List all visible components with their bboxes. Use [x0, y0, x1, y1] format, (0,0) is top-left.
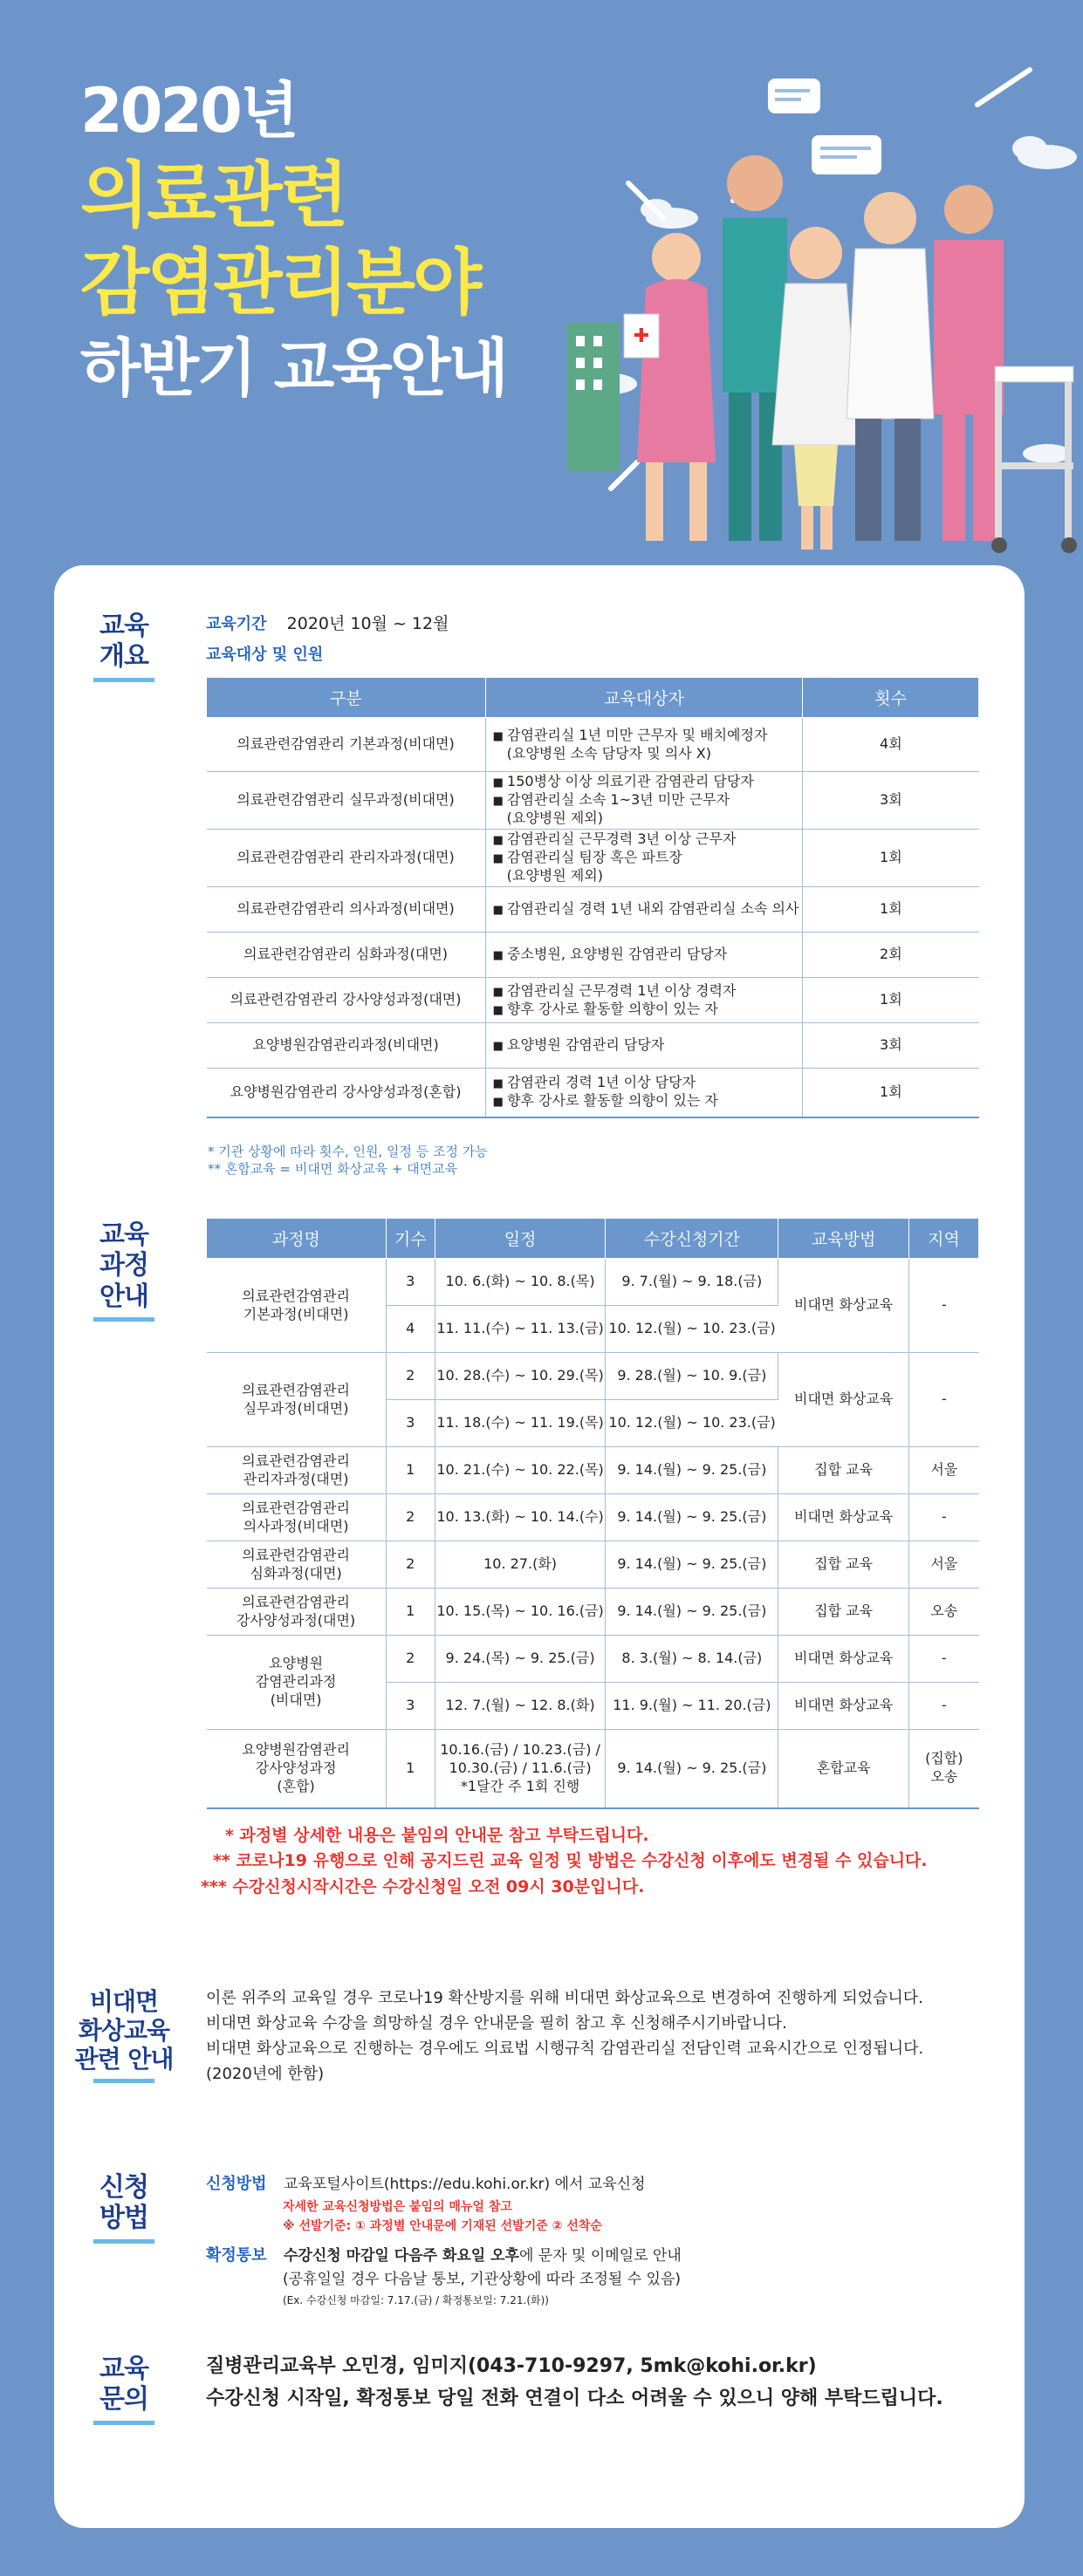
schedule-apply-period: 10. 12.(월) ~ 10. 23.(금)	[606, 1400, 778, 1447]
hero-banner	[0, 0, 1083, 567]
overview-header-target: 교육대상자	[485, 678, 803, 718]
schedule-round: 4	[386, 1306, 435, 1353]
contact-block	[206, 2350, 943, 2415]
section-label-online	[54, 1987, 194, 2083]
hero-line-3: 하반기 교육안내	[80, 331, 506, 405]
apply-method-row	[206, 2172, 974, 2197]
schedule-red-notes	[201, 1823, 928, 1900]
schedule-apply-period: 9. 28.(월) ~ 10. 9.(금)	[606, 1353, 778, 1400]
label-line: 개요	[99, 641, 148, 673]
label-underline	[93, 2239, 154, 2244]
apply-method-label: 신청방법	[206, 2175, 267, 2193]
schedule-apply-period: 9. 14.(월) ~ 9. 25.(금)	[606, 1447, 778, 1494]
schedule-row	[207, 1541, 979, 1589]
overview-course: 의료관련감염관리 심화과정(대면)	[207, 933, 486, 978]
overview-count: 3회	[803, 1023, 979, 1069]
schedule-region: -	[909, 1636, 979, 1683]
overview-targets	[485, 978, 803, 1023]
online-line-3: 비대면 화상교육으로 진행하는 경우에도 의료법 시행규칙 감염관리실 전담인력 교육시간으로 인정됩니다.	[206, 2040, 924, 2059]
schedule-course: 의료관련감염관리 기본과정(비대면)	[207, 1259, 387, 1353]
label-underline	[93, 2421, 154, 2425]
apply-block	[206, 2172, 974, 2309]
overview-count: 2회	[803, 933, 979, 978]
label-underline	[93, 1317, 154, 1322]
apply-notice-label: 확정통보	[206, 2245, 267, 2265]
period-label: 교육기간	[206, 615, 267, 633]
schedule-header-course: 과정명	[207, 1219, 387, 1259]
overview-course: 요양병원감염관리과정(비대면)	[207, 1023, 486, 1069]
label-line: 과정	[99, 1250, 148, 1281]
overview-row	[207, 887, 979, 933]
hero-title	[80, 75, 506, 405]
schedule-region: (집합) 오송	[909, 1730, 979, 1808]
red-note-3: *** 수강신청시작시간은 수강신청일 오전 09시 30분입니다.	[201, 1876, 645, 1896]
apply-method-red-2: ※ 선발기준: ① 과정별 안내문에 기재된 선발기준 ② 선착순	[283, 2219, 602, 2234]
schedule-method: 집합 교육	[778, 1541, 909, 1589]
hero-line-1: 의료관련	[80, 154, 346, 237]
schedule-method: 비대면 화상교육	[778, 1683, 909, 1730]
schedule-dates: 10. 6.(화) ~ 10. 8.(목)	[435, 1259, 606, 1306]
schedule-dates: 10. 27.(화)	[435, 1541, 606, 1589]
overview-count: 4회	[803, 718, 979, 772]
target-item: ■ 중소병원, 요양병원 감염관리 담당자	[493, 946, 803, 964]
schedule-header-apply: 수강신청기간	[606, 1219, 778, 1259]
period-value: 2020년 10월 ~ 12월	[286, 614, 449, 633]
target-item: ■ 감염관리실 1년 미만 근무자 및 배치예정자	[493, 727, 803, 745]
overview-course: 의료관련감염관리 관리자과정(대면)	[207, 830, 486, 887]
label-line: 관련 안내	[74, 2045, 174, 2074]
target-item: ■ 감염관리실 근무경력 1년 이상 경력자	[493, 982, 803, 1001]
overview-count: 1회	[803, 887, 979, 933]
overview-note-2: ** 혼합교육 = 비대면 화상교육 + 대면교육	[208, 1161, 458, 1178]
target-item: ■ 향후 강사로 활동할 의향이 있는 자	[493, 1001, 803, 1019]
overview-targets	[485, 887, 803, 933]
medical-staff-illustration	[559, 52, 1082, 567]
schedule-region: -	[909, 1353, 979, 1447]
label-line: 방법	[99, 2203, 148, 2234]
target-item: ■ 감염관리실 경력 1년 내외 감염관리실 소속 의사	[493, 900, 803, 919]
schedule-row	[207, 1730, 979, 1808]
apply-notice-line-2: (공휴일일 경우 다음날 통보, 기관상황에 따라 조정될 수 있음)	[283, 2271, 682, 2289]
content-card	[54, 565, 1025, 2528]
overview-row	[207, 772, 979, 830]
schedule-apply-period: 9. 14.(월) ~ 9. 25.(금)	[606, 1730, 778, 1808]
contact-line-2: 수강신청 시작일, 확정통보 당일 전화 연결이 다소 어려울 수 있으니 양해 부탁드립니다.	[206, 2388, 943, 2410]
schedule-round: 1	[386, 1447, 435, 1494]
schedule-row	[207, 1589, 979, 1636]
overview-row	[207, 718, 979, 772]
schedule-header-dates: 일정	[435, 1219, 606, 1259]
apply-notice-line-3: (Ex. 수강신청 마감일: 7.17.(금) / 확정통보일: 7.21.(화))	[283, 2293, 549, 2306]
schedule-header-region: 지역	[909, 1219, 979, 1259]
schedule-apply-period: 9. 14.(월) ~ 9. 25.(금)	[606, 1494, 778, 1541]
overview-row	[207, 1069, 979, 1117]
schedule-region: -	[909, 1259, 979, 1353]
target-note: (요양병원 제외)	[506, 809, 603, 826]
schedule-row	[207, 1494, 979, 1541]
svg-text:✚: ✚	[633, 325, 650, 347]
apply-notice-bold: 수강신청 마감일 다음주 화요일 오후	[283, 2246, 519, 2265]
target-item: ■ 감염관리 경력 1년 이상 담당자	[493, 1074, 803, 1092]
schedule-region: 서울	[909, 1541, 979, 1589]
section-label-contact	[54, 2354, 194, 2425]
overview-course: 요양병원감염관리 강사양성과정(혼합)	[207, 1069, 486, 1117]
schedule-dates: 10. 15.(목) ~ 10. 16.(금)	[435, 1589, 606, 1636]
online-line-2: 비대면 화상교육 수강을 희망하실 경우 안내문을 필히 참고 후 신청해주시기바랍니다.	[206, 2014, 787, 2033]
overview-course: 의료관련감염관리 강사양성과정(대면)	[207, 978, 486, 1023]
schedule-region: 서울	[909, 1447, 979, 1494]
overview-count: 1회	[803, 978, 979, 1023]
overview-targets	[485, 1023, 803, 1069]
label-underline	[93, 2079, 154, 2083]
schedule-round: 3	[386, 1400, 435, 1447]
schedule-dates: 11. 18.(수) ~ 11. 19.(목)	[435, 1400, 606, 1447]
schedule-dates: 10. 13.(화) ~ 10. 14.(수)	[435, 1494, 606, 1541]
schedule-table	[206, 1218, 979, 1809]
schedule-course: 의료관련감염관리 강사양성과정(대면)	[207, 1589, 387, 1636]
schedule-course: 요양병원감염관리 강사양성과정 (혼합)	[207, 1730, 387, 1808]
label-line: 안내	[99, 1281, 148, 1312]
red-note-1: * 과정별 상세한 내용은 붙임의 안내문 참고 부탁드립니다.	[225, 1826, 649, 1845]
section-label-apply	[54, 2172, 194, 2244]
target-item: ■ 150병상 이상 의료기관 감염관리 담당자	[493, 773, 803, 791]
schedule-apply-period: 9. 14.(월) ~ 9. 25.(금)	[606, 1589, 778, 1636]
section-label-schedule	[54, 1220, 194, 1322]
overview-row	[207, 1023, 979, 1069]
schedule-row	[207, 1259, 979, 1306]
overview-targets	[485, 1069, 803, 1117]
schedule-method: 집합 교육	[778, 1589, 909, 1636]
label-line: 문의	[99, 2384, 148, 2415]
schedule-dates: 12. 7.(월) ~ 12. 8.(화)	[435, 1683, 606, 1730]
overview-row	[207, 830, 979, 887]
overview-targets	[485, 830, 803, 887]
schedule-dates: 10. 28.(수) ~ 10. 29.(목)	[435, 1353, 606, 1400]
online-paragraph	[206, 1985, 923, 2087]
schedule-method: 혼합교육	[778, 1730, 909, 1808]
schedule-row	[207, 1636, 979, 1683]
overview-course: 의료관련감염관리 의사과정(비대면)	[207, 887, 486, 933]
label-line: 화상교육	[78, 2016, 170, 2046]
target-note: (요양병원 제외)	[506, 866, 603, 884]
schedule-course: 의료관련감염관리 의사과정(비대면)	[207, 1494, 387, 1541]
target-item: ■ 감염관리실 팀장 혹은 파트장	[493, 849, 803, 867]
schedule-apply-period: 11. 9.(월) ~ 11. 20.(금)	[606, 1683, 778, 1730]
overview-table	[206, 677, 979, 1118]
schedule-course: 의료관련감염관리 실무과정(비대면)	[207, 1353, 387, 1447]
schedule-region: 오송	[909, 1589, 979, 1636]
schedule-method: 비대면 화상교육	[778, 1353, 909, 1447]
hero-year: 2020년	[80, 75, 297, 147]
overview-course: 의료관련감염관리 실무과정(비대면)	[207, 772, 486, 830]
section-label-overview	[54, 611, 194, 682]
schedule-round: 2	[386, 1494, 435, 1541]
online-line-4: (2020년에 한함)	[206, 2065, 325, 2084]
schedule-round: 1	[386, 1589, 435, 1636]
red-note-2: ** 코로나19 유행으로 인해 공지드린 교육 일정 및 방법은 수강신청 이후에도 변경될 수 있습니다.	[213, 1851, 928, 1871]
schedule-dates: 11. 11.(수) ~ 11. 13.(금)	[435, 1306, 606, 1353]
label-line: 신청	[99, 2172, 148, 2203]
target-item: ■ 감염관리실 근무경력 3년 이상 근무자	[493, 830, 803, 849]
schedule-region: -	[909, 1494, 979, 1541]
online-line-1: 이론 위주의 교육일 경우 코로나19 확산방지를 위해 비대면 화상교육으로 변경하여 진행하게 되었습니다.	[206, 1989, 923, 2007]
label-line: 교육	[99, 2354, 148, 2384]
overview-note-1: * 기관 상황에 따라 횟수, 인원, 일정 등 조정 가능	[208, 1144, 488, 1159]
overview-targets	[485, 772, 803, 830]
schedule-round: 3	[386, 1683, 435, 1730]
schedule-row	[207, 1447, 979, 1494]
label-line: 비대면	[89, 1987, 159, 2016]
apply-notice-row	[206, 2244, 974, 2269]
target-note: (요양병원 소속 담당자 및 의사 X)	[506, 744, 711, 762]
schedule-apply-period: 8. 3.(월) ~ 8. 14.(금)	[606, 1636, 778, 1683]
overview-row	[207, 978, 979, 1023]
schedule-course: 의료관련감염관리 관리자과정(대면)	[207, 1447, 387, 1494]
schedule-dates: 10. 21.(수) ~ 10. 22.(목)	[435, 1447, 606, 1494]
schedule-round: 2	[386, 1636, 435, 1683]
schedule-round: 2	[386, 1353, 435, 1400]
hero-line-2: 감염관리분야	[80, 242, 480, 325]
schedule-method: 집합 교육	[778, 1447, 909, 1494]
schedule-round: 2	[386, 1541, 435, 1589]
overview-course: 의료관련감염관리 기본과정(비대면)	[207, 718, 486, 772]
schedule-header-method: 교육방법	[778, 1219, 909, 1259]
schedule-dates: 9. 24.(목) ~ 9. 25.(금)	[435, 1636, 606, 1683]
schedule-row	[207, 1353, 979, 1400]
label-line: 교육	[99, 611, 148, 641]
overview-row	[207, 933, 979, 978]
apply-method-value: 교육포털사이트(https://edu.kohi.or.kr) 에서 교육신청	[283, 2176, 646, 2193]
target-label: 교육대상 및 인원	[206, 646, 324, 664]
schedule-course: 의료관련감염관리 심화과정(대면)	[207, 1541, 387, 1589]
schedule-round: 3	[386, 1259, 435, 1306]
label-line: 교육	[99, 1220, 148, 1250]
apply-method-red-1: 자세한 교육신청방법은 붙임의 매뉴얼 참고	[283, 2199, 512, 2214]
schedule-dates: 10.16.(금) / 10.23.(금) / 10.30.(금) / 11.6.(금) *1달간 주 1회 진행	[435, 1730, 606, 1808]
schedule-apply-period: 10. 12.(월) ~ 10. 23.(금)	[606, 1306, 778, 1353]
period-row	[206, 611, 449, 634]
schedule-apply-period: 9. 14.(월) ~ 9. 25.(금)	[606, 1541, 778, 1589]
schedule-method: 비대면 화상교육	[778, 1636, 909, 1683]
schedule-course: 요양병원 감염관리과정 (비대면)	[207, 1636, 387, 1730]
overview-targets	[485, 933, 803, 978]
overview-count: 1회	[803, 1069, 979, 1117]
schedule-round: 1	[386, 1730, 435, 1808]
overview-notes	[208, 1143, 488, 1179]
overview-header-category: 구분	[207, 678, 486, 718]
overview-count: 1회	[803, 830, 979, 887]
target-item: ■ 감염관리실 소속 1~3년 미만 근무자	[493, 791, 803, 810]
overview-targets	[485, 718, 803, 772]
contact-line-1[interactable]: 질병관리교육부 오민경, 임미지(043-710-9297, 5mk@kohi.or.kr)	[206, 2355, 817, 2377]
schedule-apply-period: 9. 7.(월) ~ 9. 18.(금)	[606, 1259, 778, 1306]
target-item: ■ 요양병원 감염관리 담당자	[493, 1036, 803, 1055]
target-item: ■ 향후 강사로 활동할 의향이 있는 자	[493, 1092, 803, 1110]
schedule-method: 비대면 화상교육	[778, 1259, 909, 1353]
schedule-method: 비대면 화상교육	[778, 1494, 909, 1541]
schedule-header-round: 기수	[386, 1219, 435, 1259]
overview-count: 3회	[803, 772, 979, 830]
schedule-region: -	[909, 1683, 979, 1730]
apply-notice-rest: 에 문자 및 이메일로 안내	[518, 2246, 682, 2265]
label-underline	[93, 678, 154, 682]
overview-header-count: 횟수	[803, 678, 979, 718]
